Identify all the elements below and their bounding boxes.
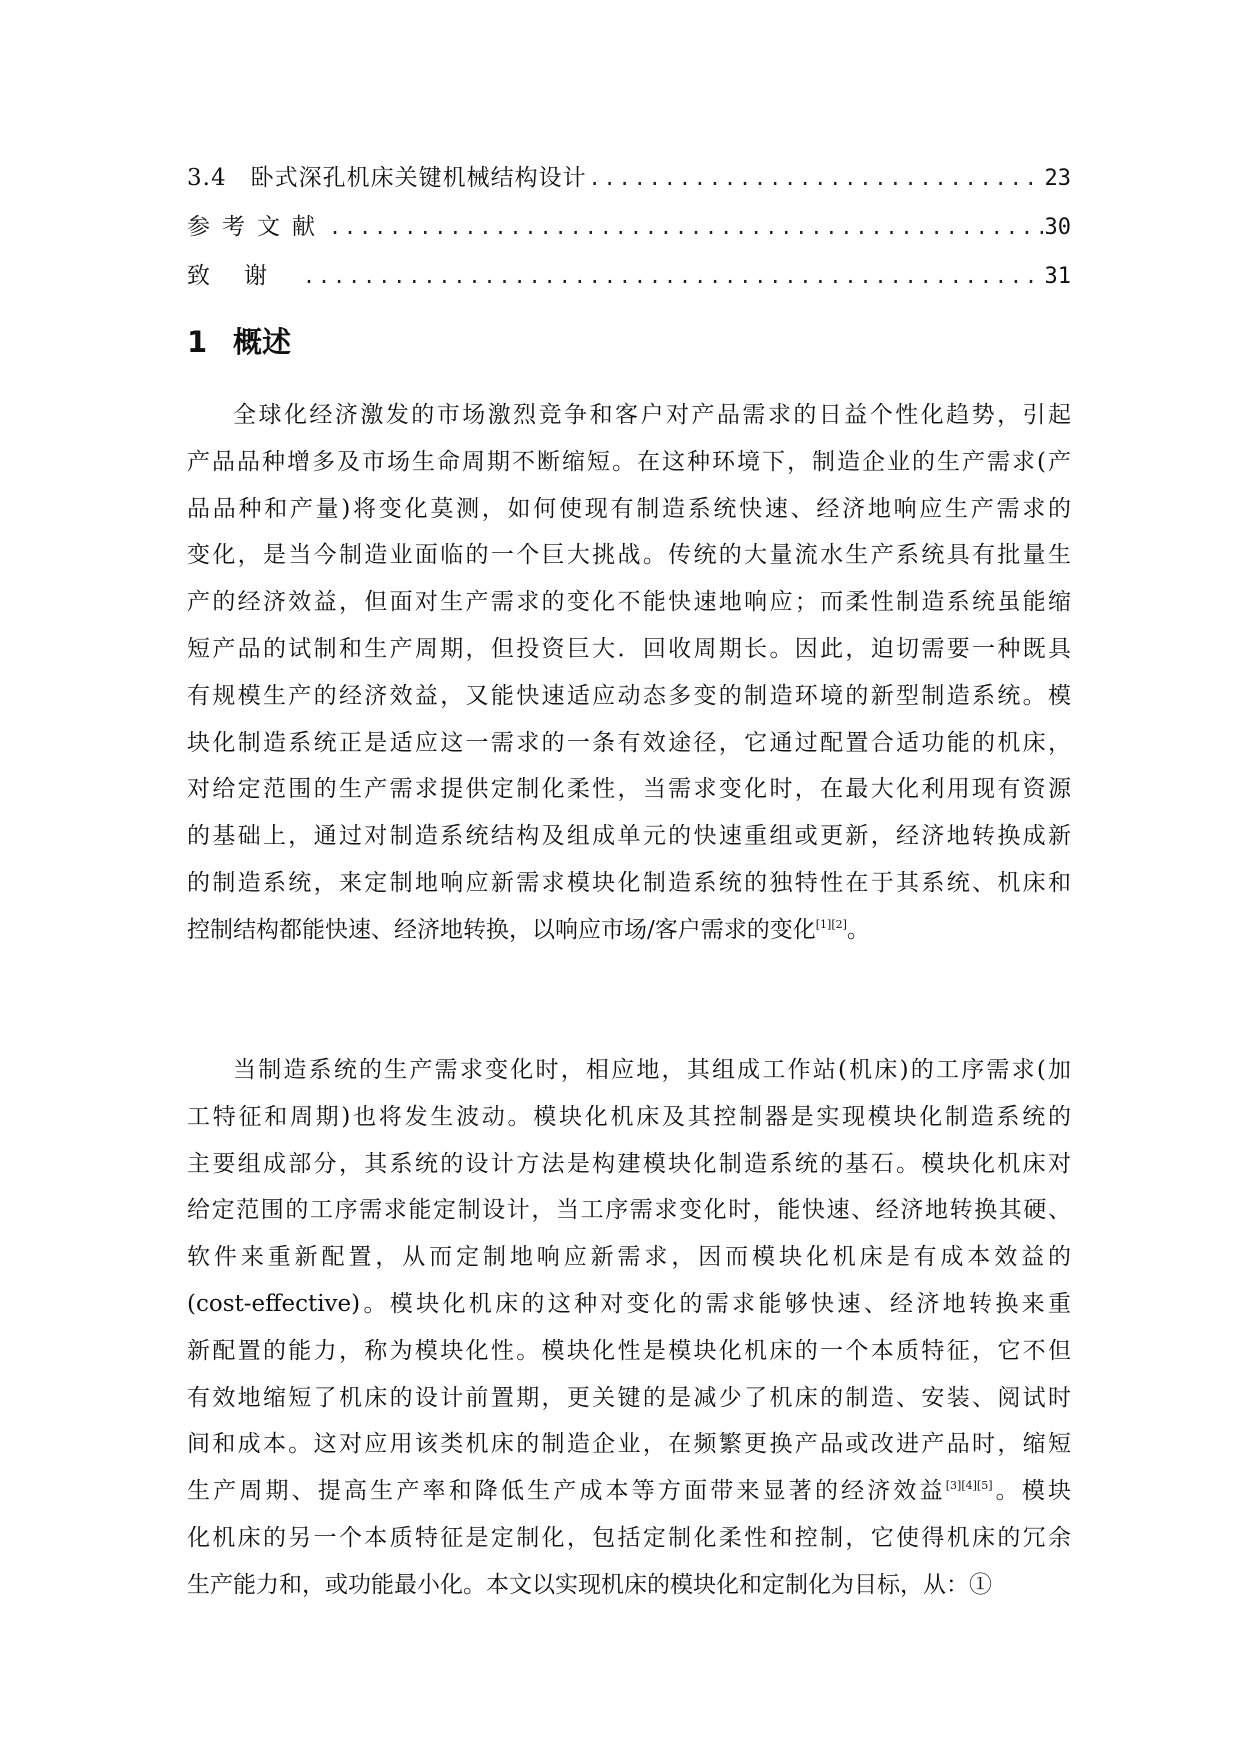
paragraph-line: 生产能力和，或功能最小化。本文以实现机床的模块化和定制化为目标，从：① (187, 1571, 992, 1598)
line-text: 。 (846, 916, 870, 943)
toc-entry-label: 3.4 卧式深孔机床关键机械结构设计 (187, 165, 587, 191)
paragraph-line: 短产品的试制和生产周期，但投资巨大．回收周期长。因此，迫切需要一种既具 (187, 635, 1071, 662)
toc-leader-dots (589, 154, 1043, 203)
paragraph-line: 软件来重新配置，从而定制地响应新需求，因而模块化机床是有成本效益的 (187, 1244, 1071, 1271)
paragraph-line: 新配置的能力，称为模块化性。模块化性是模块化机床的一个本质特征，它不但 (187, 1337, 1071, 1364)
toc-entry-label: 参考文献 (187, 214, 327, 240)
paragraph-line (187, 1468, 1071, 1515)
paragraph-line: 有效地缩短了机床的设计前置期，更关键的是减少了机床的制造、安装、阅试时 (187, 1384, 1071, 1411)
toc-leader-dots (303, 252, 1043, 301)
paragraph-line: 间和成本。这对应用该类机床的制造企业，在频繁更换产品或改进产品时，缩短 (187, 1431, 1071, 1458)
paragraph-line: 对给定范围的生产需求提供定制化柔性，当需求变化时，在最大化利用现有资源 (187, 776, 1071, 803)
table-of-contents (187, 154, 1071, 301)
section-number: 1 (187, 325, 208, 359)
toc-entry[interactable] (187, 203, 1071, 252)
toc-entry[interactable] (187, 252, 1071, 301)
toc-entry-page: 30 (1044, 215, 1071, 240)
toc-entry-label: 致谢 (187, 263, 301, 289)
paragraph-line: 产的经济效益，但面对生产需求的变化不能快速地响应；而柔性制造系统虽能缩 (187, 589, 1071, 616)
paragraph-line: 品品种和产量)将变化莫测，如何使现有制造系统快速、经济地响应生产需求的 (187, 495, 1071, 522)
paragraph-line: 有规模生产的经济效益，又能快速适应动态多变的制造环境的新型制造系统。模 (187, 682, 1071, 709)
paragraph-line: 变化，是当今制造业面临的一个巨大挑战。传统的大量流水生产系统具有批量生 (187, 542, 1071, 569)
section-heading (187, 322, 291, 362)
paragraph (187, 1047, 1071, 1609)
toc-leader-dots (329, 203, 1043, 252)
paragraph-line: 化机床的另一个本质特征是定制化，包括定制化柔性和控制，它使得机床的冗余 (187, 1524, 1071, 1551)
line-text: 。模块 (992, 1478, 1072, 1505)
paragraph-line: 给定范围的工序需求能定制设计，当工序需求变化时，能快速、经济地转换其硬、 (187, 1197, 1071, 1224)
paragraph-line: 工特征和周期)也将发生波动。模块化机床及其控制器是实现模块化制造系统的 (187, 1103, 1071, 1130)
paragraph-line: 全球化经济激发的市场激烈竞争和客户对产品需求的日益个性化趋势，引起 (233, 402, 1071, 428)
paragraph-line: 块化制造系统正是适应这一需求的一条有效途径，它通过配置合适功能的机床， (187, 729, 1071, 756)
paragraph-line: 的制造系统，来定制地响应新需求模块化制造系统的独特性在于其系统、机床和 (187, 869, 1071, 896)
paragraph-line: (cost-effective)。模块化机床的这种对变化的需求能够快速、经济地转换来重 (187, 1290, 1071, 1317)
toc-entry-page: 31 (1044, 264, 1071, 289)
toc-entry[interactable] (187, 154, 1071, 203)
paragraph-line: 的基础上，通过对制造系统结构及组成单元的快速重组或更新，经济地转换成新 (187, 823, 1071, 850)
line-text: 控制结构都能快速、经济地转换，以响应市场/客户需求的变化 (187, 916, 816, 943)
citation-link[interactable]: [1][2] (815, 917, 847, 931)
line-text: 生产周期、提高生产率和降低生产成本等方面带来显著的经济效益 (187, 1478, 946, 1505)
toc-entry-page: 23 (1044, 166, 1071, 191)
section-title: 概述 (233, 325, 292, 359)
paragraph-line: 产品品种增多及市场生命周期不断缩短。在这种环境下，制造企业的生产需求(产 (187, 448, 1071, 475)
paragraph-line: 主要组成部分，其系统的设计方法是构建模块化制造系统的基石。模块化机床对 (187, 1150, 1071, 1177)
paragraph-line (187, 907, 1071, 954)
citation-link[interactable]: [3][4][5] (945, 1479, 993, 1493)
paragraph-line: 当制造系统的生产需求变化时，相应地，其组成工作站(机床)的工序需求(加 (233, 1057, 1071, 1083)
paragraph (187, 392, 1071, 954)
